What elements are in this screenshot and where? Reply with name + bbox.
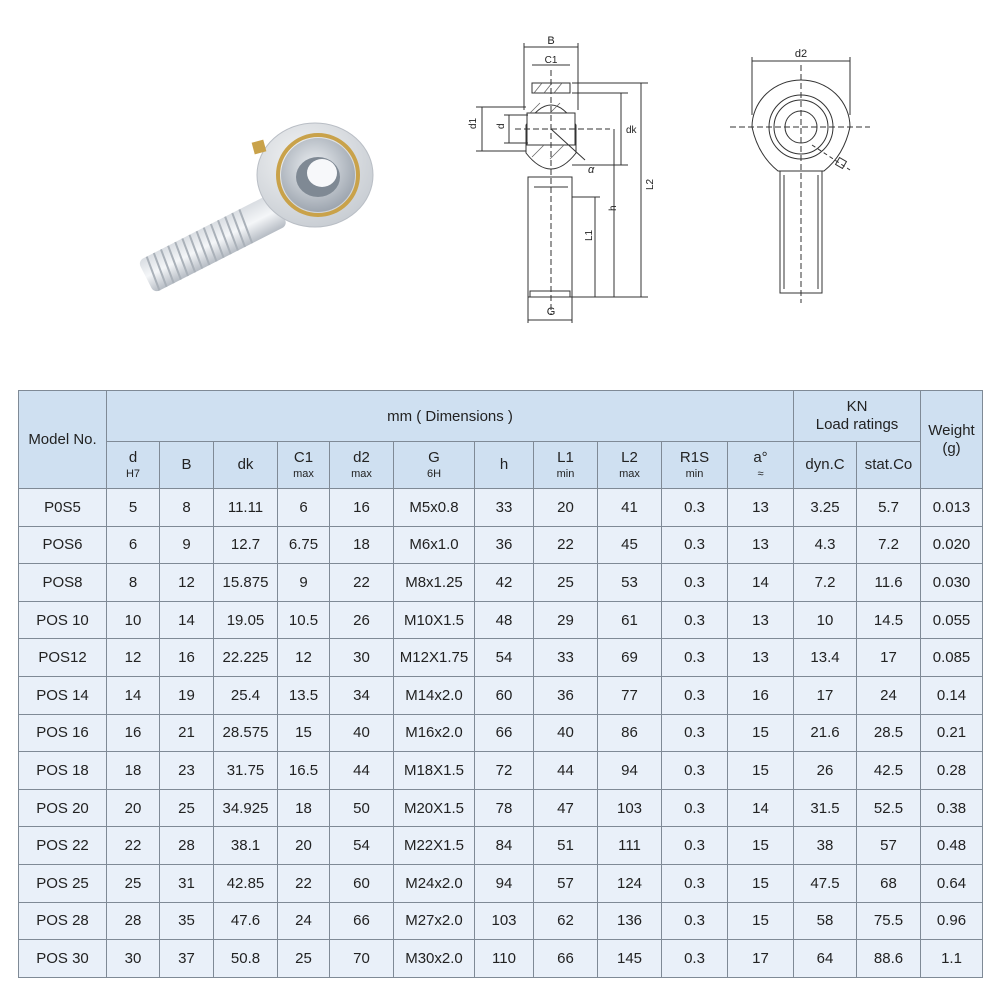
value-cell: 15 [728, 864, 794, 902]
value-cell: 22 [278, 864, 330, 902]
value-cell: 14 [160, 601, 214, 639]
table-row [19, 639, 983, 677]
value-cell: 6 [107, 526, 160, 564]
value-cell: 9 [278, 564, 330, 602]
label-L2: L2 [645, 178, 656, 190]
value-cell: 15 [728, 752, 794, 790]
value-cell: 26 [330, 601, 394, 639]
value-cell: 35 [160, 902, 214, 940]
value-cell: 47.6 [214, 902, 278, 940]
value-cell: M10X1.5 [394, 601, 475, 639]
value-cell: 77 [598, 676, 662, 714]
model-cell: P0S5 [19, 489, 107, 527]
value-cell: M12X1.75 [394, 639, 475, 677]
value-cell: 75.5 [857, 902, 921, 940]
value-cell: 25 [278, 940, 330, 978]
header-col-label: G [428, 449, 440, 466]
value-cell: 0.48 [921, 827, 983, 865]
header-col-label: stat.Co [864, 456, 913, 473]
value-cell: 0.3 [662, 752, 728, 790]
value-cell: 12.7 [214, 526, 278, 564]
value-cell: 111 [598, 827, 662, 865]
rod-end-photo-image [100, 95, 400, 295]
value-cell: 103 [475, 902, 534, 940]
value-cell: 10 [107, 601, 160, 639]
value-cell: 0.3 [662, 489, 728, 527]
table-row [19, 526, 983, 564]
label-h: h [608, 205, 619, 211]
value-cell: 0.3 [662, 827, 728, 865]
value-cell: M18X1.5 [394, 752, 475, 790]
value-cell: 50.8 [214, 940, 278, 978]
value-cell: 14.5 [857, 601, 921, 639]
value-cell: 18 [330, 526, 394, 564]
table-row [19, 789, 983, 827]
value-cell: M5x0.8 [394, 489, 475, 527]
value-cell: 47.5 [794, 864, 857, 902]
value-cell: M8x1.25 [394, 564, 475, 602]
value-cell: 16 [728, 676, 794, 714]
value-cell: 31 [160, 864, 214, 902]
value-cell: M6x1.0 [394, 526, 475, 564]
header-col-label: dyn.C [805, 456, 845, 473]
value-cell: 94 [598, 752, 662, 790]
header-load-ratings [794, 391, 921, 442]
model-cell: POS 20 [19, 789, 107, 827]
table-row [19, 864, 983, 902]
value-cell: 13 [728, 601, 794, 639]
value-cell: 145 [598, 940, 662, 978]
value-cell: 0.14 [921, 676, 983, 714]
value-cell: 11.6 [857, 564, 921, 602]
header-weight [921, 391, 983, 489]
value-cell: 12 [107, 639, 160, 677]
value-cell: 0.64 [921, 864, 983, 902]
header-col-qualifier: ≈ [757, 468, 764, 480]
label-B: B [547, 35, 555, 47]
model-cell: POS 30 [19, 940, 107, 978]
weight-unit: (g) [942, 439, 961, 457]
value-cell: 36 [534, 676, 598, 714]
value-cell: 24 [857, 676, 921, 714]
value-cell: 19.05 [214, 601, 278, 639]
value-cell: 19 [160, 676, 214, 714]
value-cell: 25 [160, 789, 214, 827]
value-cell: 14 [728, 789, 794, 827]
value-cell: 0.085 [921, 639, 983, 677]
value-cell: 6 [278, 489, 330, 527]
model-cell: POS 18 [19, 752, 107, 790]
header-col-qualifier: max [351, 468, 372, 480]
value-cell: 60 [475, 676, 534, 714]
value-cell: 13.4 [794, 639, 857, 677]
model-cell: POS6 [19, 526, 107, 564]
value-cell: 88.6 [857, 940, 921, 978]
label-dk: dk [626, 125, 637, 136]
value-cell: 34.925 [214, 789, 278, 827]
header-col-label: h [499, 456, 509, 473]
header-col-qualifier: max [293, 468, 314, 480]
value-cell: 31.75 [214, 752, 278, 790]
subheader-row [19, 442, 983, 489]
value-cell: 94 [475, 864, 534, 902]
value-cell: 14 [728, 564, 794, 602]
value-cell: 50 [330, 789, 394, 827]
header-col-9 [662, 442, 728, 489]
value-cell: 54 [330, 827, 394, 865]
specification-table [18, 390, 983, 978]
value-cell: 0.3 [662, 714, 728, 752]
value-cell: 0.055 [921, 601, 983, 639]
value-cell: 28 [160, 827, 214, 865]
value-cell: 10 [794, 601, 857, 639]
header-col-7 [534, 442, 598, 489]
value-cell: 18 [278, 789, 330, 827]
header-col-8 [598, 442, 662, 489]
header-col-0 [107, 442, 160, 489]
value-cell: 13 [728, 489, 794, 527]
value-cell: 72 [475, 752, 534, 790]
value-cell: 5 [107, 489, 160, 527]
value-cell: 20 [278, 827, 330, 865]
value-cell: 25.4 [214, 676, 278, 714]
value-cell: 22 [107, 827, 160, 865]
value-cell: 3.25 [794, 489, 857, 527]
value-cell: 41 [598, 489, 662, 527]
value-cell: 0.21 [921, 714, 983, 752]
model-cell: POS 28 [19, 902, 107, 940]
header-col-3 [278, 442, 330, 489]
label-C1: C1 [544, 55, 558, 66]
value-cell: 12 [160, 564, 214, 602]
value-cell: 13.5 [278, 676, 330, 714]
value-cell: 0.020 [921, 526, 983, 564]
value-cell: 15 [728, 902, 794, 940]
value-cell: 37 [160, 940, 214, 978]
value-cell: 136 [598, 902, 662, 940]
header-col-label: C1 [293, 449, 314, 466]
value-cell: 40 [534, 714, 598, 752]
label-d1: d1 [468, 117, 479, 129]
value-cell: 26 [794, 752, 857, 790]
value-cell: 24 [278, 902, 330, 940]
value-cell: 29 [534, 601, 598, 639]
value-cell: 0.3 [662, 902, 728, 940]
value-cell: 64 [794, 940, 857, 978]
value-cell: 15 [278, 714, 330, 752]
value-cell: 38 [794, 827, 857, 865]
header-col-label: d2 [353, 449, 370, 466]
value-cell: 28.5 [857, 714, 921, 752]
value-cell: M24x2.0 [394, 864, 475, 902]
value-cell: 38.1 [214, 827, 278, 865]
value-cell: 21 [160, 714, 214, 752]
header-col-label: a° [753, 449, 768, 466]
header-col-qualifier: min [556, 468, 575, 480]
value-cell: 16 [160, 639, 214, 677]
table-body [19, 489, 983, 978]
value-cell: 0.38 [921, 789, 983, 827]
header-col-4 [330, 442, 394, 489]
value-cell: 57 [857, 827, 921, 865]
value-cell: 51 [534, 827, 598, 865]
label-G: G [546, 306, 556, 318]
value-cell: 31.5 [794, 789, 857, 827]
value-cell: 25 [107, 864, 160, 902]
value-cell: 25 [534, 564, 598, 602]
value-cell: 14 [107, 676, 160, 714]
section-drawing [460, 25, 660, 335]
load-title: Load ratings [815, 416, 899, 433]
value-cell: 11.11 [214, 489, 278, 527]
table-row [19, 564, 983, 602]
table-row [19, 827, 983, 865]
value-cell: 78 [475, 789, 534, 827]
header-col-5 [394, 442, 475, 489]
value-cell: 23 [160, 752, 214, 790]
value-cell: 0.3 [662, 940, 728, 978]
header-col-qualifier: min [685, 468, 704, 480]
value-cell: 21.6 [794, 714, 857, 752]
weight-title: Weight [928, 421, 975, 439]
value-cell: 17 [794, 676, 857, 714]
table-row [19, 752, 983, 790]
value-cell: M30x2.0 [394, 940, 475, 978]
value-cell: 66 [475, 714, 534, 752]
header-col-label: L1 [557, 449, 574, 466]
value-cell: 7.2 [857, 526, 921, 564]
value-cell: 60 [330, 864, 394, 902]
value-cell: 45 [598, 526, 662, 564]
value-cell: M20X1.5 [394, 789, 475, 827]
load-unit: KN [846, 398, 868, 415]
header-col-qualifier: H7 [125, 468, 141, 480]
value-cell: M22X1.5 [394, 827, 475, 865]
table-row [19, 940, 983, 978]
header-col-11 [794, 442, 857, 489]
header-col-2 [214, 442, 278, 489]
label-d: d [496, 123, 507, 129]
value-cell: 66 [330, 902, 394, 940]
value-cell: 20 [534, 489, 598, 527]
header-model-no: Model No. [19, 391, 107, 489]
value-cell: 42.85 [214, 864, 278, 902]
model-cell: POS12 [19, 639, 107, 677]
value-cell: 30 [330, 639, 394, 677]
header-col-label: d [128, 449, 138, 466]
header-col-qualifier: max [619, 468, 640, 480]
model-cell: POS 10 [19, 601, 107, 639]
value-cell: M14x2.0 [394, 676, 475, 714]
header-col-10 [728, 442, 794, 489]
model-cell: POS 14 [19, 676, 107, 714]
value-cell: 44 [330, 752, 394, 790]
value-cell: 16 [107, 714, 160, 752]
value-cell: 44 [534, 752, 598, 790]
value-cell: 34 [330, 676, 394, 714]
value-cell: 40 [330, 714, 394, 752]
value-cell: 47 [534, 789, 598, 827]
value-cell: 48 [475, 601, 534, 639]
value-cell: 15.875 [214, 564, 278, 602]
value-cell: 16 [330, 489, 394, 527]
value-cell: 16.5 [278, 752, 330, 790]
value-cell: 17 [857, 639, 921, 677]
value-cell: 28.575 [214, 714, 278, 752]
rod-end-photo [100, 95, 400, 295]
value-cell: 20 [107, 789, 160, 827]
value-cell: 42 [475, 564, 534, 602]
value-cell: 70 [330, 940, 394, 978]
header-col-12 [857, 442, 921, 489]
header-col-1 [160, 442, 214, 489]
value-cell: 0.3 [662, 526, 728, 564]
value-cell: 0.013 [921, 489, 983, 527]
value-cell: 0.3 [662, 789, 728, 827]
value-cell: 57 [534, 864, 598, 902]
header-col-label: R1S [679, 449, 710, 466]
value-cell: M27x2.0 [394, 902, 475, 940]
table-row [19, 714, 983, 752]
model-cell: POS8 [19, 564, 107, 602]
value-cell: 28 [107, 902, 160, 940]
value-cell: 0.3 [662, 676, 728, 714]
value-cell: 0.3 [662, 864, 728, 902]
value-cell: 84 [475, 827, 534, 865]
value-cell: 54 [475, 639, 534, 677]
value-cell: 6.75 [278, 526, 330, 564]
value-cell: 1.1 [921, 940, 983, 978]
value-cell: 69 [598, 639, 662, 677]
header-col-6 [475, 442, 534, 489]
label-d2: d2 [794, 48, 808, 60]
value-cell: 18 [107, 752, 160, 790]
header-dimensions: mm ( Dimensions ) [107, 391, 794, 442]
value-cell: 13 [728, 639, 794, 677]
value-cell: 110 [475, 940, 534, 978]
value-cell: 22 [534, 526, 598, 564]
value-cell: 0.030 [921, 564, 983, 602]
value-cell: 5.7 [857, 489, 921, 527]
value-cell: 86 [598, 714, 662, 752]
value-cell: 0.96 [921, 902, 983, 940]
value-cell: 103 [598, 789, 662, 827]
value-cell: 0.3 [662, 601, 728, 639]
model-cell: POS 16 [19, 714, 107, 752]
header-col-qualifier: 6H [426, 468, 442, 480]
value-cell: 9 [160, 526, 214, 564]
table-row [19, 601, 983, 639]
value-cell: 8 [160, 489, 214, 527]
value-cell: 0.28 [921, 752, 983, 790]
label-alpha: α [588, 164, 595, 176]
value-cell: 15 [728, 827, 794, 865]
value-cell: 62 [534, 902, 598, 940]
value-cell: M16x2.0 [394, 714, 475, 752]
value-cell: 13 [728, 526, 794, 564]
value-cell: 12 [278, 639, 330, 677]
value-cell: 52.5 [857, 789, 921, 827]
model-cell: POS 25 [19, 864, 107, 902]
value-cell: 36 [475, 526, 534, 564]
value-cell: 7.2 [794, 564, 857, 602]
value-cell: 4.3 [794, 526, 857, 564]
value-cell: 42.5 [857, 752, 921, 790]
model-cell: POS 22 [19, 827, 107, 865]
value-cell: 61 [598, 601, 662, 639]
header-col-label: dk [237, 456, 254, 473]
table-row [19, 676, 983, 714]
value-cell: 8 [107, 564, 160, 602]
header-col-label: L2 [621, 449, 638, 466]
table-row [19, 902, 983, 940]
value-cell: 17 [728, 940, 794, 978]
value-cell: 22 [330, 564, 394, 602]
value-cell: 66 [534, 940, 598, 978]
value-cell: 33 [475, 489, 534, 527]
value-cell: 30 [107, 940, 160, 978]
value-cell: 33 [534, 639, 598, 677]
value-cell: 0.3 [662, 564, 728, 602]
value-cell: 58 [794, 902, 857, 940]
value-cell: 53 [598, 564, 662, 602]
value-cell: 0.3 [662, 639, 728, 677]
value-cell: 10.5 [278, 601, 330, 639]
front-view-drawing [720, 35, 880, 305]
header-col-label: B [181, 456, 192, 473]
value-cell: 15 [728, 714, 794, 752]
value-cell: 22.225 [214, 639, 278, 677]
value-cell: 124 [598, 864, 662, 902]
label-L1: L1 [584, 229, 595, 241]
value-cell: 68 [857, 864, 921, 902]
table-row [19, 489, 983, 527]
